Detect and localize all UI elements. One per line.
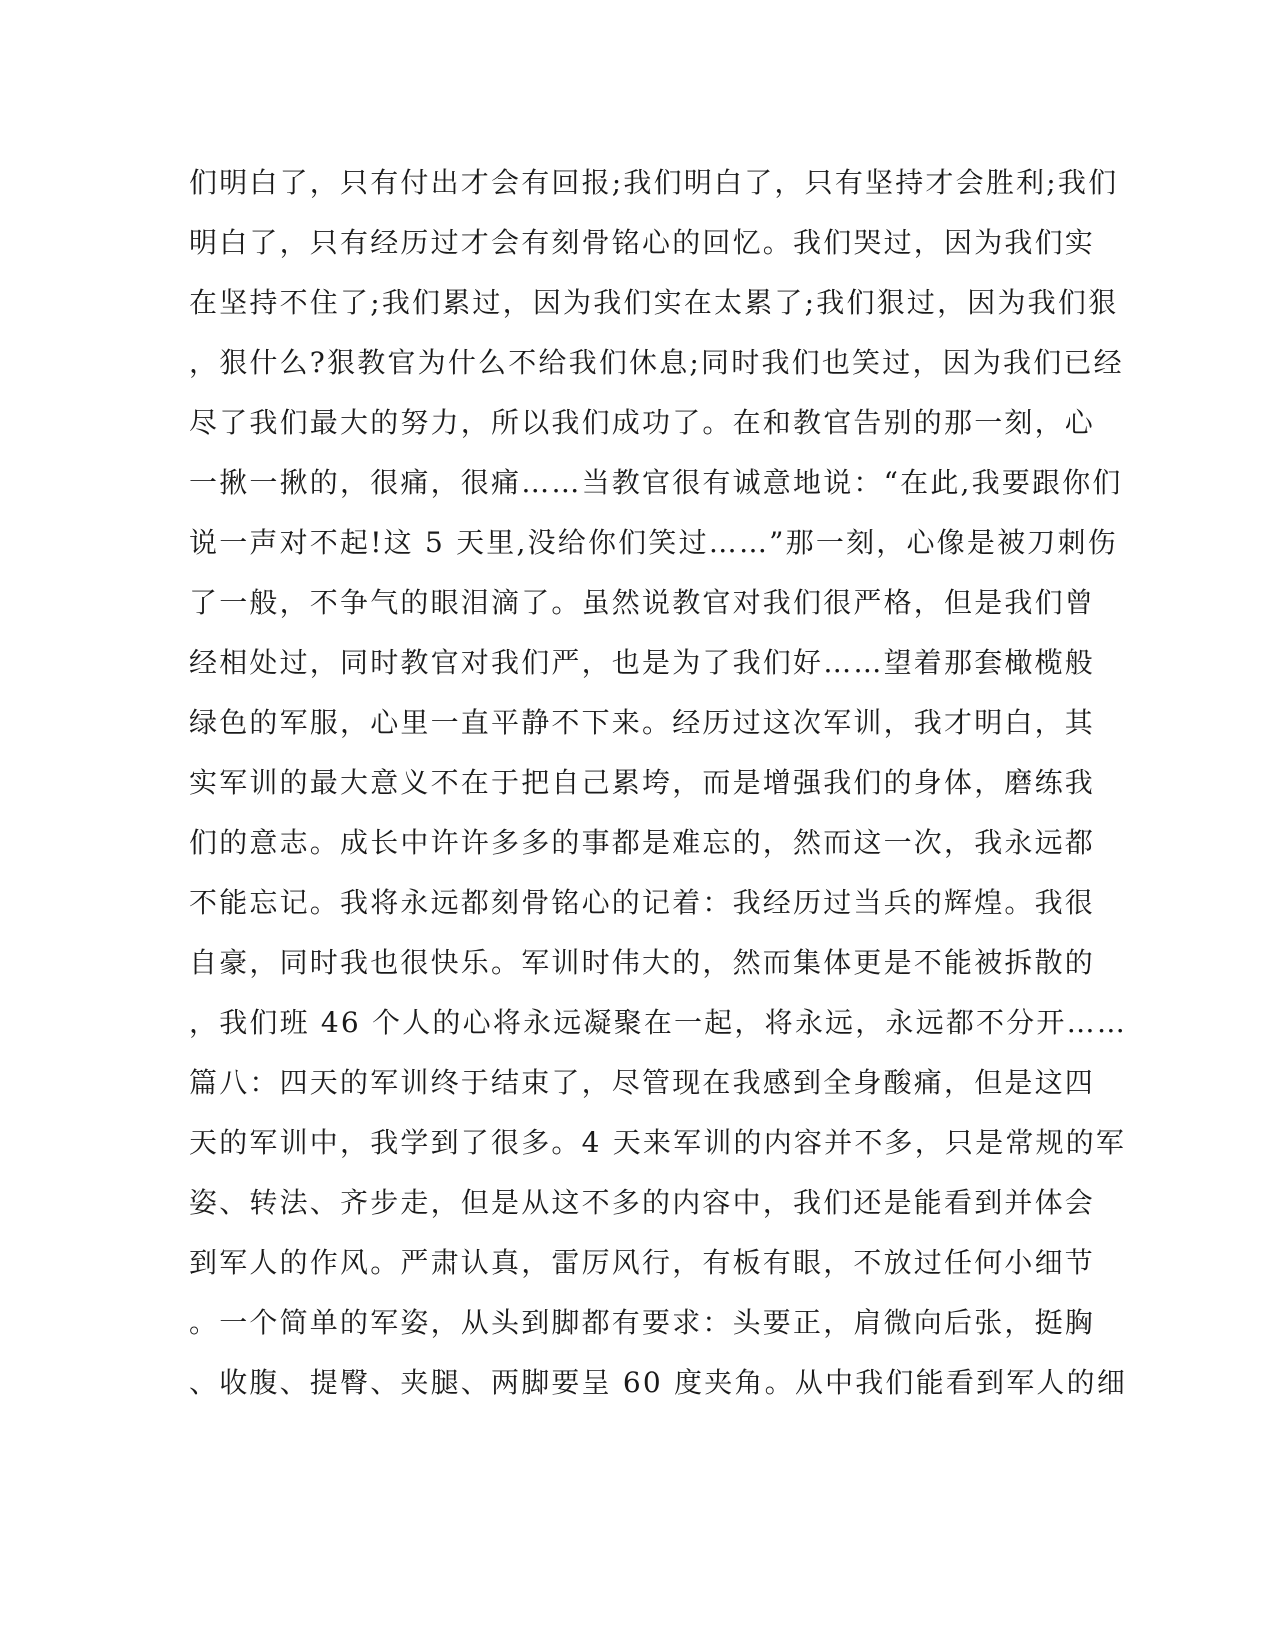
text-line: 在坚持不住了;我们累过，因为我们实在太累了;我们狠过，因为我们狠 <box>189 286 1119 319</box>
text-line: 篇八：四天的军训终于结束了，尽管现在我感到全身酸痛，但是这四 <box>189 1066 1096 1099</box>
text-line: 姿、转法、齐步走，但是从这不多的内容中，我们还是能看到并体会 <box>189 1186 1096 1219</box>
text-line: 了一般，不争气的眼泪滴了。虽然说教官对我们很严格，但是我们曾 <box>189 586 1096 619</box>
text-line: 不能忘记。我将永远都刻骨铭心的记着：我经历过当兵的辉煌。我很 <box>189 886 1096 919</box>
text-line: 天的军训中，我学到了很多。4 天来军训的内容并不多，只是常规的军 <box>189 1126 1127 1159</box>
text-line: ，我们班 46 个人的心将永远凝聚在一起，将永远，永远都不分开…… <box>189 1006 1128 1039</box>
text-line: 一揪一揪的，很痛，很痛……当教官很有诚意地说：“在此,我要跟你们 <box>189 466 1123 499</box>
text-line: 自豪，同时我也很快乐。军训时伟大的，然而集体更是不能被拆散的 <box>189 946 1096 979</box>
text-line: 经相处过，同时教官对我们严，也是为了我们好……望着那套橄榄般 <box>189 646 1096 679</box>
text-line: 明白了，只有经历过才会有刻骨铭心的回忆。我们哭过，因为我们实 <box>189 226 1096 259</box>
text-line: 尽了我们最大的努力，所以我们成功了。在和教官告别的那一刻，心 <box>189 406 1096 439</box>
text-line: 到军人的作风。严肃认真，雷厉风行，有板有眼，不放过任何小细节 <box>189 1246 1096 1279</box>
body-text <box>189 163 1128 1423</box>
text-line: 实军训的最大意义不在于把自己累垮，而是增强我们的身体，磨练我 <box>189 766 1096 799</box>
text-line: 。一个简单的军姿，从头到脚都有要求：头要正，肩微向后张，挺胸 <box>189 1306 1096 1339</box>
text-line: 们明白了，只有付出才会有回报;我们明白了，只有坚持才会胜利;我们 <box>189 166 1119 199</box>
text-line: 们的意志。成长中许许多多的事都是难忘的，然而这一次，我永远都 <box>189 826 1096 859</box>
text-line: 绿色的军服，心里一直平静不下来。经历过这次军训，我才明白，其 <box>189 706 1096 739</box>
text-line: 、收腹、提臀、夹腿、两脚要呈 60 度夹角。从中我们能看到军人的细 <box>189 1366 1128 1399</box>
text-line: 说一声对不起!这 5 天里,没给你们笑过……”那一刻，心像是被刀刺伤 <box>189 526 1118 559</box>
text-line: ，狠什么?狠教官为什么不给我们休息;同时我们也笑过，因为我们已经 <box>189 346 1124 379</box>
